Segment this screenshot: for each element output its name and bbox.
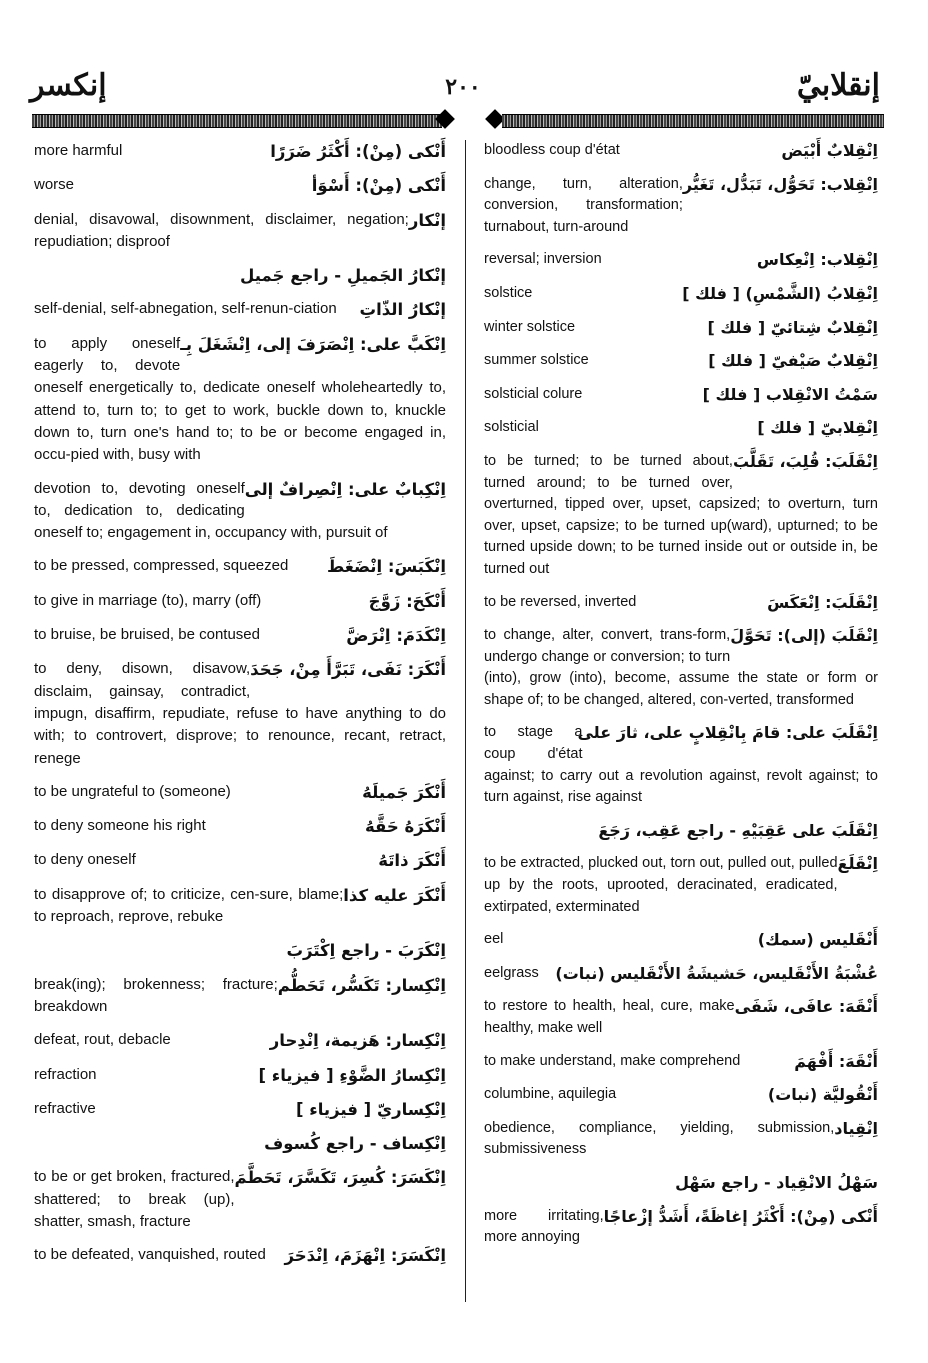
english-definition: to change, alter, convert, trans-form, undergo change or conversion; to turn (into), grow (into), become, assume the state or form or shape of; to be changed, altered, con-verted, transformed bbox=[484, 627, 878, 708]
arabic-headword: اِنْقَلَبَ: قُلِبَ، تَقَلَّبَ bbox=[732, 451, 878, 471]
page-number: ٢٠٠ bbox=[445, 74, 481, 100]
english-definition: devotion to, devoting oneself to, dedication to, dedicating oneself to; engagement in, occupancy with, pursuit of bbox=[34, 479, 388, 542]
arabic-headword: اِنْكِساريّ [ فيزياء ] bbox=[296, 1099, 446, 1119]
english-definition: obedience, compliance, yielding, submission, submissiveness bbox=[484, 1119, 835, 1158]
english-definition: to be turned; to be turned about, turned around; to be turned over, overturned, tipped over, upset, capsized; to overturn, turn over, upset, capsize; to be turned up(ward), upturned; to be turned upside down; to be turned inside out or outside in, be turned out bbox=[484, 452, 878, 577]
right-guide-word: إنقلابيّ bbox=[796, 68, 880, 103]
dictionary-entry bbox=[34, 174, 446, 197]
english-definition: to deny oneself bbox=[34, 851, 136, 869]
arabic-headword: اِنْكَدَمَ: اِنْرَضَّ bbox=[346, 626, 446, 646]
english-definition: change, turn, alteration, conversion, transformation; turnabout, turn-around bbox=[484, 175, 683, 235]
english-definition: eelgrass bbox=[484, 964, 539, 981]
dictionary-entry bbox=[34, 478, 446, 545]
arabic-headword: اِنْقَلَبَ على عَقِبَيْهِ - راجع عَقِب، رَجَعَ bbox=[598, 820, 878, 840]
english-definition: to deny someone his right bbox=[34, 817, 206, 835]
dictionary-entry bbox=[484, 1118, 878, 1161]
arabic-headword: أَنْكى (مِنْ): أَكْثَرُ إغاظَةً، أَشَدُّ إزْعاجًا bbox=[603, 1206, 878, 1226]
dictionary-entry bbox=[484, 350, 878, 373]
arabic-headword: اِنْقَلَبَ (إلى): تَحَوَّلَ bbox=[730, 626, 878, 646]
english-definition: more harmful bbox=[34, 142, 123, 159]
dictionary-entry bbox=[484, 1206, 878, 1249]
english-definition: to stage a coup d'état against; to carry out a revolution against, revolt against; to turn against, rise against bbox=[484, 724, 878, 806]
english-definition: to apply oneself eagerly to, devote oneself energetically to, dedicate oneself wholeheartedly to, attend to, turn to; to get to work, buckle down to, knuckle down to, turn one's hand to; to be or become engaged in, occu-pied with, busy with bbox=[34, 334, 446, 464]
english-definition: solsticial colure bbox=[484, 385, 583, 402]
arabic-headword: اِنْقَلَبَ على: قامَ بِانْقِلابٍ على، ثارَ على bbox=[577, 723, 878, 743]
arabic-headword: اِنْقِلابُ (الشَّمْسِ) [ فلك ] bbox=[682, 283, 878, 303]
english-definition: to be pressed, compressed, squeezed bbox=[34, 557, 289, 575]
arabic-headword: اِنْكِسار: تَكَسُّر، تَحَطُّم bbox=[277, 975, 446, 995]
english-definition: to be reversed, inverted bbox=[484, 593, 637, 610]
dictionary-entry bbox=[34, 298, 446, 321]
dictionary-entry bbox=[484, 722, 878, 808]
dictionary-entry bbox=[484, 417, 878, 440]
dictionary-entry bbox=[34, 590, 446, 613]
dictionary-entry bbox=[34, 1029, 446, 1052]
dictionary-entry bbox=[484, 625, 878, 711]
dictionary-entry bbox=[484, 384, 878, 407]
arabic-headword: أَنْقُوليَّة (نبات) bbox=[767, 1085, 878, 1105]
dictionary-entry bbox=[484, 1084, 878, 1107]
arabic-headword: اِنْكَرَبَ - راجع اِكْتَرَبَ bbox=[286, 941, 446, 961]
arabic-headword: اِنْكِسار: هَزيمة، اِنْدِحار bbox=[269, 1031, 446, 1051]
dictionary-entry bbox=[34, 209, 446, 254]
arabic-headword: أَنْقَليس (سمك) bbox=[757, 930, 878, 950]
arabic-headword: أَنْكَرَ ذاتَهُ bbox=[378, 851, 446, 871]
dictionary-entry bbox=[484, 929, 878, 952]
english-definition: to restore to health, heal, cure, make healthy, make well bbox=[484, 998, 735, 1036]
arabic-headword: اِنْكَبَسَ: اِنْضَغَطَ bbox=[327, 557, 446, 577]
arabic-headword: سَهْلُ الانْقِياد - راجع سَهْل bbox=[675, 1172, 878, 1192]
arabic-headword: اِنْكَبَّ على: اِنْصَرَفَ إلى، اِنْشَغَلَ بِـ bbox=[180, 334, 446, 354]
arabic-headword: اِنْكِساف - راجع كُسوف bbox=[264, 1134, 446, 1154]
dictionary-entry bbox=[34, 1064, 446, 1087]
english-definition: to be ungrateful to (someone) bbox=[34, 782, 231, 800]
arabic-headword: اِنْقِلابٌ شِتائيّ [ فلك ] bbox=[707, 317, 878, 337]
arabic-headword: عُشْبَةُ الأَنْقَليس، حَشيشَةُ الأَنْقَليس (نبات) bbox=[555, 963, 878, 983]
arabic-headword: اِنْقِلاب: تَحَوُّل، تَبَدُّل، تَغَيُّر bbox=[682, 174, 878, 194]
english-definition: denial, disavowal, disownment, disclaimer, negation; repudiation; disproof bbox=[34, 210, 409, 250]
arabic-headword: أَنْكَرَ عليه كذا bbox=[343, 885, 446, 905]
header-rule-right bbox=[502, 114, 884, 128]
english-definition: solsticial bbox=[484, 419, 539, 436]
header-rule-left bbox=[32, 114, 442, 128]
dictionary-entry bbox=[484, 249, 878, 272]
dictionary-entry bbox=[484, 451, 878, 581]
dictionary-entry bbox=[484, 820, 878, 843]
column-divider bbox=[465, 140, 466, 1302]
dictionary-entry bbox=[484, 996, 878, 1039]
english-definition: more irritating, more annoying bbox=[484, 1207, 604, 1246]
arabic-headword: اِنْقَلَبَ: اِنْعَكَسَ bbox=[767, 592, 878, 612]
english-definition: break(ing); brokenness; fracture; breakdown bbox=[34, 975, 278, 1015]
dictionary-entry bbox=[34, 1098, 446, 1121]
arabic-headword: اِنْكِبابٌ على: اِنْصِرافٌ إلى bbox=[244, 479, 446, 499]
english-definition: winter solstice bbox=[484, 318, 576, 335]
dictionary-entry bbox=[34, 658, 446, 769]
english-definition: summer solstice bbox=[484, 352, 589, 369]
dictionary-entry bbox=[34, 333, 446, 467]
dictionary-entry bbox=[34, 974, 446, 1019]
left-guide-word: إنكسر bbox=[30, 68, 107, 103]
dictionary-entry bbox=[34, 884, 446, 929]
arabic-headword: اِنْكَسَرَ: اِنْهَزَمَ، اِنْدَحَرَ bbox=[284, 1246, 446, 1266]
arabic-headword: أَنْقَهَ: أَفْهَمَ bbox=[794, 1051, 878, 1071]
left-column bbox=[34, 140, 446, 1279]
arabic-headword: إنْكارُ الجَميلِ - راجع جَميل bbox=[240, 266, 446, 286]
english-definition: refraction bbox=[34, 1065, 97, 1083]
dictionary-entry bbox=[484, 317, 878, 340]
dictionary-entry bbox=[34, 1132, 446, 1155]
english-definition: to make understand, make comprehend bbox=[484, 1052, 741, 1069]
english-definition: to bruise, be bruised, be contused bbox=[34, 626, 260, 644]
english-definition: worse bbox=[34, 176, 75, 194]
english-definition: to disapprove of; to criticize, cen-sure, blame; to reproach, reprove, rebuke bbox=[34, 885, 344, 926]
dictionary-entry bbox=[34, 140, 446, 163]
english-definition: to deny, disown, disavow, disclaim, gainsay, contradict, impugn, disaffirm, repudiate, refuse to have anything to do with; to controvert, disprove; to renounce, recant, retract, renege bbox=[34, 660, 446, 767]
english-definition: refractive bbox=[34, 1099, 96, 1117]
english-definition: defeat, rout, debacle bbox=[34, 1031, 171, 1049]
english-definition: reversal; inversion bbox=[484, 251, 602, 268]
dictionary-entry bbox=[34, 624, 446, 647]
dictionary-entry bbox=[484, 1172, 878, 1195]
dictionary-entry bbox=[484, 140, 878, 163]
english-definition: bloodless coup d'état bbox=[484, 142, 620, 158]
dictionary-entry bbox=[34, 849, 446, 872]
arabic-headword: أَنْكَرَ: نَفَى، تَبَرَّأَ مِنْ، جَحَدَ bbox=[250, 660, 446, 680]
dictionary-entry bbox=[34, 815, 446, 838]
arabic-headword: اِنْقَلَعَ bbox=[837, 854, 878, 874]
dictionary-entry bbox=[34, 555, 446, 578]
arabic-headword: أَنْكَرَ جَميلَهُ bbox=[362, 782, 446, 802]
english-definition: to be extracted, plucked out, torn out, pulled out, pulled up by the roots, uprooted, deracinated, eradicated, extirpated, exterminated bbox=[484, 855, 838, 915]
english-definition: self-denial, self-abnegation, self-renun-ciation bbox=[34, 300, 337, 318]
dictionary-entry bbox=[484, 963, 878, 986]
arabic-headword: اِنْكَسَرَ: كُسِرَ، تَكَسَّرَ، تَحَطَّمَ bbox=[234, 1168, 446, 1188]
arabic-headword: اِنْكِسارُ الضَّوْءِ [ فيزياء ] bbox=[258, 1065, 446, 1085]
dictionary-entry bbox=[34, 781, 446, 804]
arabic-headword: أَنْكَرَهُ حَقَّهُ bbox=[365, 817, 446, 837]
arabic-headword: اِنْقِلاب: اِنْعِكاس bbox=[756, 250, 878, 270]
right-column bbox=[484, 140, 878, 1260]
dictionary-entry bbox=[34, 939, 446, 962]
dictionary-entry bbox=[484, 592, 878, 615]
arabic-headword: سَمْتُ الانْقِلاب [ فلك ] bbox=[702, 384, 878, 404]
arabic-headword: أَنْكَحَ: زَوَّجَ bbox=[368, 591, 446, 611]
dictionary-entry bbox=[34, 264, 446, 287]
arabic-headword: إنْكارُ الذّاتِ bbox=[359, 300, 446, 320]
dictionary-entry bbox=[484, 1051, 878, 1074]
arabic-headword: اِنْقِياد bbox=[834, 1118, 878, 1138]
dictionary-entry bbox=[484, 853, 878, 918]
dictionary-entry bbox=[34, 1244, 446, 1267]
dictionary-entry bbox=[484, 283, 878, 306]
english-definition: eel bbox=[484, 931, 504, 948]
english-definition: to give in marriage (to), marry (off) bbox=[34, 591, 262, 609]
english-definition: to be or get broken, fractured, shattered; to break (up), shatter, smash, fracture bbox=[34, 1168, 235, 1230]
english-definition: solstice bbox=[484, 284, 533, 301]
dictionary-entry bbox=[34, 1166, 446, 1233]
english-definition: to be defeated, vanquished, routed bbox=[34, 1246, 266, 1264]
arabic-headword: اِنْقِلابٌ أَبْيَض bbox=[781, 141, 878, 160]
arabic-headword: أَنْكى (مِنْ): أَكْثَرُ ضَرَرًا bbox=[270, 142, 446, 161]
arabic-headword: أَنْقَهَ: عافَى، شَفَى bbox=[734, 997, 878, 1017]
english-definition: columbine, aquilegia bbox=[484, 1086, 617, 1103]
arabic-headword: أَنْكى (مِنْ): أَسْوَأ bbox=[311, 176, 446, 196]
arabic-headword: اِنْقِلابٌ صَيْفيّ [ فلك ] bbox=[708, 351, 878, 371]
arabic-headword: إنْكار bbox=[408, 210, 446, 230]
dictionary-entry bbox=[484, 174, 878, 239]
arabic-headword: اِنْقِلابيّ [ فلك ] bbox=[757, 418, 878, 438]
